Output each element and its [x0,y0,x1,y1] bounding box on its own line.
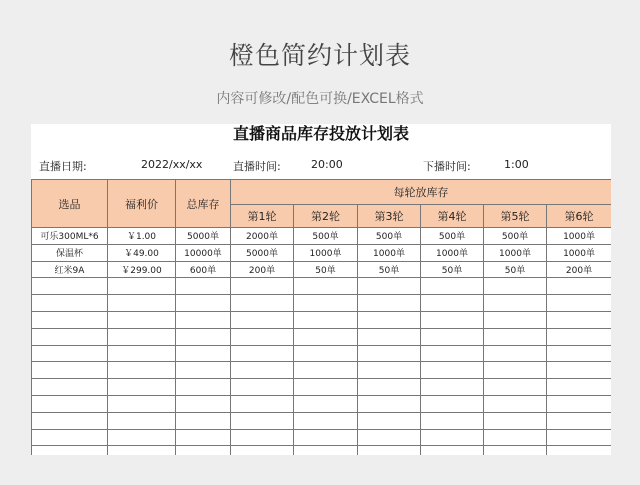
empty-cell[interactable] [484,345,547,362]
empty-cell[interactable] [358,412,421,429]
col-header-price: 福利价 [108,180,176,228]
empty-cell[interactable] [176,311,231,328]
empty-cell[interactable] [176,395,231,412]
empty-cell[interactable] [547,278,612,295]
table-cell[interactable]: 1000单 [294,244,358,261]
table-cell[interactable]: 50单 [294,261,358,278]
empty-cell[interactable] [176,362,231,379]
table-cell[interactable]: 50单 [484,261,547,278]
empty-cell[interactable] [32,311,108,328]
empty-cell[interactable] [108,328,176,345]
empty-cell[interactable] [294,362,358,379]
empty-row [32,379,612,396]
date-label: 直播日期: [39,160,87,173]
empty-cell[interactable] [108,395,176,412]
empty-cell[interactable] [547,446,612,455]
empty-cell[interactable] [32,362,108,379]
table-cell[interactable]: 200单 [547,261,612,278]
empty-cell[interactable] [176,429,231,446]
empty-cell[interactable] [484,412,547,429]
table-cell[interactable]: 可乐300ML*6 [32,228,108,245]
table-cell[interactable]: 50单 [358,261,421,278]
empty-cell[interactable] [358,395,421,412]
col-header-total: 总库存 [176,180,231,228]
empty-cell[interactable] [358,328,421,345]
empty-cell[interactable] [32,395,108,412]
table-cell[interactable]: 500单 [294,228,358,245]
empty-cell[interactable] [547,328,612,345]
table-cell[interactable]: 1000单 [547,228,612,245]
empty-cell[interactable] [294,295,358,312]
empty-cell[interactable] [547,362,612,379]
table-cell[interactable]: ￥1.00 [108,228,176,245]
table-cell[interactable]: ￥49.00 [108,244,176,261]
empty-cell[interactable] [108,412,176,429]
start-time-label: 直播时间: [233,160,281,173]
empty-cell[interactable] [108,345,176,362]
empty-cell[interactable] [484,379,547,396]
end-time-value[interactable]: 1:00 [504,158,529,171]
empty-cell[interactable] [231,278,294,295]
col-header-round: 第5轮 [484,205,547,228]
empty-cell[interactable] [547,295,612,312]
empty-cell[interactable] [294,311,358,328]
table-cell[interactable]: 5000单 [231,244,294,261]
empty-cell[interactable] [547,345,612,362]
empty-cell[interactable] [294,278,358,295]
empty-row [32,429,612,446]
empty-cell[interactable] [32,278,108,295]
empty-cell[interactable] [231,328,294,345]
empty-row [32,395,612,412]
empty-cell[interactable] [421,446,484,455]
empty-cell[interactable] [32,412,108,429]
table-cell[interactable]: 1000单 [484,244,547,261]
empty-cell[interactable] [358,278,421,295]
empty-row [32,295,612,312]
empty-cell[interactable] [294,395,358,412]
empty-cell[interactable] [358,379,421,396]
empty-cell[interactable] [231,295,294,312]
empty-cell[interactable] [231,345,294,362]
table-cell[interactable]: 2000单 [231,228,294,245]
empty-cell[interactable] [294,328,358,345]
empty-row [32,446,612,455]
date-value[interactable]: 2022/xx/xx [141,158,203,171]
empty-cell[interactable] [421,395,484,412]
empty-row [32,311,612,328]
empty-cell[interactable] [421,412,484,429]
col-header-round: 第6轮 [547,205,612,228]
empty-cell[interactable] [176,446,231,455]
empty-cell[interactable] [32,379,108,396]
table-row [32,228,612,245]
empty-cell[interactable] [294,446,358,455]
empty-cell[interactable] [108,429,176,446]
empty-row [32,278,612,295]
empty-cell[interactable] [231,429,294,446]
col-header-round: 第2轮 [294,205,358,228]
empty-cell[interactable] [358,311,421,328]
start-time-value[interactable]: 20:00 [311,158,343,171]
empty-cell[interactable] [358,429,421,446]
empty-cell[interactable] [108,379,176,396]
empty-cell[interactable] [547,311,612,328]
empty-cell[interactable] [176,295,231,312]
empty-cell[interactable] [294,412,358,429]
empty-cell[interactable] [421,362,484,379]
empty-cell[interactable] [358,345,421,362]
empty-cell[interactable] [484,446,547,455]
empty-cell[interactable] [32,328,108,345]
empty-cell[interactable] [547,395,612,412]
table-cell[interactable]: 500单 [358,228,421,245]
empty-cell[interactable] [231,379,294,396]
end-time-label: 下播时间: [423,160,471,173]
col-header-group: 每轮放库存 [231,180,612,205]
empty-cell[interactable] [484,395,547,412]
empty-cell[interactable] [421,278,484,295]
page-title: 橙色简约计划表 [228,41,411,70]
empty-cell[interactable] [547,412,612,429]
empty-cell[interactable] [108,362,176,379]
table-cell[interactable]: 10000单 [176,244,231,261]
empty-cell[interactable] [231,412,294,429]
sheet-title: 直播商品库存投放计划表 [232,124,409,143]
empty-cell[interactable] [32,295,108,312]
page-subtitle: 内容可修改/配色可换/EXCEL格式 [216,91,424,107]
empty-cell[interactable] [358,446,421,455]
empty-cell[interactable] [294,345,358,362]
empty-cell[interactable] [421,328,484,345]
table-row [32,244,612,261]
inventory-table [31,179,611,455]
empty-cell[interactable] [231,362,294,379]
empty-cell[interactable] [547,379,612,396]
empty-cell[interactable] [421,379,484,396]
empty-cell[interactable] [231,446,294,455]
empty-cell[interactable] [484,278,547,295]
empty-cell[interactable] [32,446,108,455]
col-header-round: 第1轮 [231,205,294,228]
empty-cell[interactable] [176,412,231,429]
col-header-item: 选品 [32,180,108,228]
table-cell[interactable]: 1000单 [421,244,484,261]
empty-row [32,362,612,379]
table-row [32,261,612,278]
table-cell[interactable]: 5000单 [176,228,231,245]
empty-cell[interactable] [32,345,108,362]
empty-cell[interactable] [484,362,547,379]
table-cell[interactable]: 1000单 [547,244,612,261]
empty-cell[interactable] [231,311,294,328]
empty-cell[interactable] [421,311,484,328]
col-header-round: 第4轮 [421,205,484,228]
empty-row [32,345,612,362]
empty-cell[interactable] [108,311,176,328]
empty-cell[interactable] [547,429,612,446]
empty-cell[interactable] [484,311,547,328]
empty-cell[interactable] [421,295,484,312]
empty-cell[interactable] [176,328,231,345]
empty-cell[interactable] [231,395,294,412]
empty-cell[interactable] [108,295,176,312]
empty-cell[interactable] [358,362,421,379]
col-header-round: 第3轮 [358,205,421,228]
empty-cell[interactable] [176,379,231,396]
table-cell[interactable]: 200单 [231,261,294,278]
empty-cell[interactable] [32,429,108,446]
spreadsheet [31,124,611,455]
empty-cell[interactable] [108,278,176,295]
empty-cell[interactable] [484,429,547,446]
table-cell[interactable]: ￥299.00 [108,261,176,278]
empty-cell[interactable] [358,295,421,312]
table-cell[interactable]: 600单 [176,261,231,278]
empty-cell[interactable] [176,345,231,362]
table-cell[interactable]: 红米9A [32,261,108,278]
table-cell[interactable]: 1000单 [358,244,421,261]
empty-cell[interactable] [421,429,484,446]
empty-cell[interactable] [421,345,484,362]
empty-cell[interactable] [108,446,176,455]
table-cell[interactable]: 50单 [421,261,484,278]
empty-cell[interactable] [484,295,547,312]
empty-cell[interactable] [176,278,231,295]
empty-row [32,328,612,345]
empty-cell[interactable] [484,328,547,345]
table-cell[interactable]: 保温杯 [32,244,108,261]
empty-row [32,412,612,429]
table-cell[interactable]: 500单 [421,228,484,245]
empty-cell[interactable] [294,429,358,446]
table-cell[interactable]: 500单 [484,228,547,245]
empty-cell[interactable] [294,379,358,396]
